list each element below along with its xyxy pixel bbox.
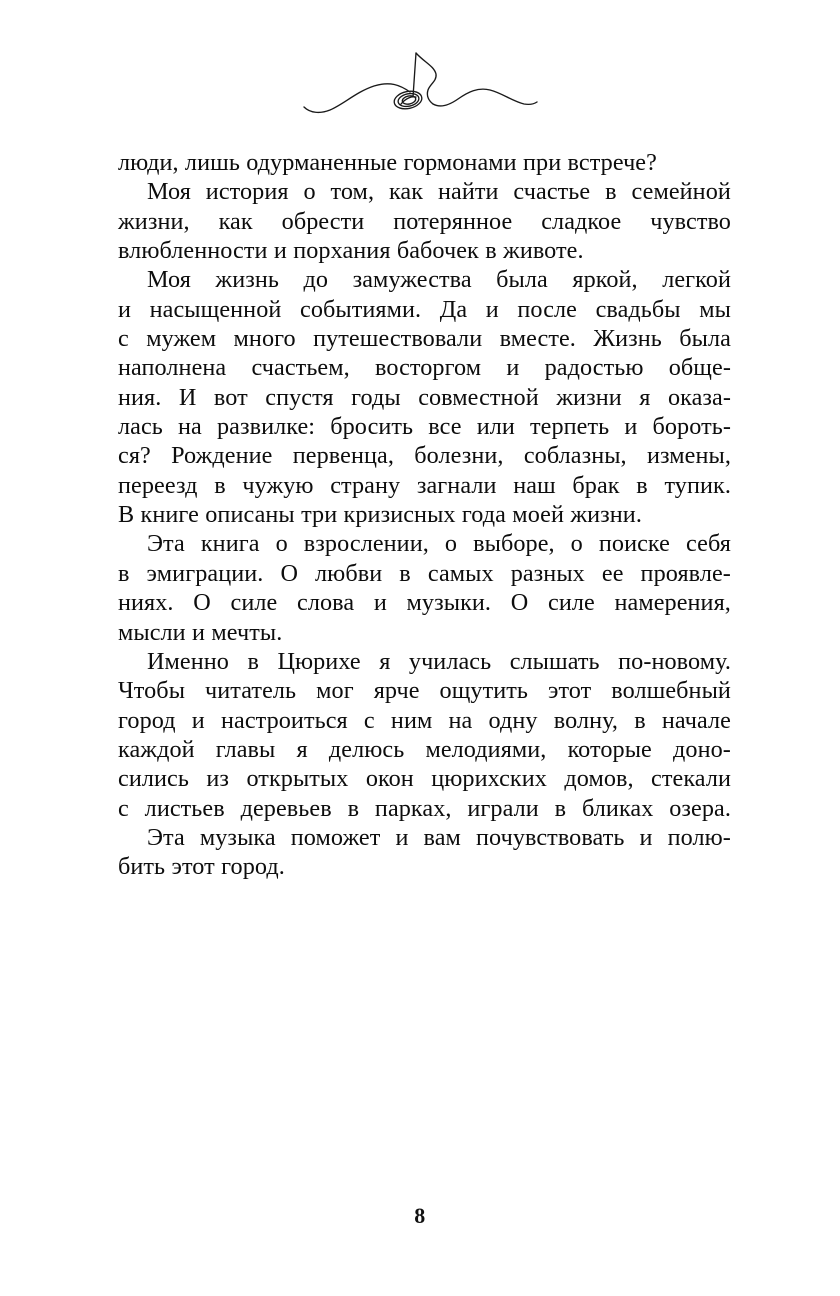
- text-word: страну: [330, 471, 401, 499]
- page-number: 8: [414, 1203, 426, 1228]
- text-word: музыка: [199, 823, 276, 851]
- text-word: одну: [488, 706, 538, 734]
- text-word: домов,: [564, 765, 634, 793]
- text-word: на: [448, 706, 473, 734]
- text-line: [118, 471, 731, 500]
- text-word: и: [395, 823, 409, 851]
- text-word: ния.: [118, 383, 162, 411]
- text-word: я: [639, 383, 651, 411]
- text-word: лась: [118, 413, 163, 441]
- text-word: событиями.: [300, 295, 422, 323]
- text-word: семейной: [631, 178, 731, 206]
- text-word: играли: [467, 794, 539, 822]
- text-line: [118, 794, 731, 823]
- text-word: жизни: [556, 383, 622, 411]
- text-word: все: [428, 413, 462, 441]
- text-word: восторгом: [375, 354, 482, 382]
- text-word: книга: [200, 530, 260, 558]
- text-word: с: [363, 706, 375, 734]
- text-word: бликах: [581, 794, 654, 822]
- text-word: была: [496, 266, 548, 294]
- text-word: и: [118, 295, 132, 323]
- text-word: о: [570, 530, 583, 558]
- text-word: слова: [297, 589, 355, 617]
- text-word: Моя: [147, 178, 191, 206]
- text-line: [118, 706, 731, 735]
- musical-note-flourish-icon: [300, 44, 540, 124]
- text-line: [118, 559, 731, 588]
- text-word: парках,: [374, 794, 452, 822]
- text-word: из: [206, 765, 230, 793]
- text-word: путешествовали: [313, 325, 483, 353]
- text-word: ся?: [118, 442, 151, 470]
- text-word: и: [191, 706, 205, 734]
- text-word: в: [399, 559, 411, 587]
- text-line: [118, 676, 731, 705]
- text-word: читатель: [205, 677, 297, 705]
- text-line: [118, 177, 731, 206]
- text-word: жизни,: [118, 207, 190, 235]
- text-word: и: [485, 295, 499, 323]
- text-word: легкой: [662, 266, 731, 294]
- text-line: влюбленности и порхания бабочек в животе.: [118, 237, 584, 265]
- text-word: радостью: [544, 354, 644, 382]
- text-word: замужества: [352, 266, 472, 294]
- text-line: [118, 383, 731, 412]
- text-word: ее: [601, 559, 624, 587]
- text-word: переезд: [118, 471, 198, 499]
- text-word: в: [634, 706, 646, 734]
- text-word: в: [347, 794, 360, 822]
- text-word: вот: [213, 383, 248, 411]
- text-word: силе: [230, 589, 278, 617]
- text-word: том,: [330, 178, 375, 206]
- text-word: счастьем,: [251, 354, 350, 382]
- text-word: Жизнь: [593, 325, 662, 353]
- text-word: делюсь: [328, 735, 405, 763]
- text-word: почувствовать: [476, 823, 625, 851]
- text-word: до: [303, 266, 329, 294]
- chapter-ornament: [0, 38, 840, 130]
- text-word: потерянное: [393, 207, 513, 235]
- text-word: начале: [661, 706, 731, 734]
- text-word: Цюрихе: [277, 647, 361, 675]
- text-word: любви: [315, 559, 383, 587]
- text-word: которые: [567, 735, 652, 763]
- text-word: доно-: [673, 735, 731, 763]
- text-word: обще-: [668, 354, 731, 382]
- text-line: [118, 823, 731, 852]
- text-word: с: [118, 794, 129, 822]
- text-word: насыщенной: [149, 295, 282, 323]
- text-word: с: [118, 325, 129, 353]
- text-word: развилке:: [216, 413, 316, 441]
- text-word: наш: [513, 471, 556, 499]
- text-word: ниях.: [118, 589, 174, 617]
- text-word: и: [639, 823, 653, 851]
- text-line: люди, лишь одурманенные гормонами при встрече?: [118, 149, 657, 176]
- text-word: Эта: [147, 823, 185, 851]
- text-word: как: [218, 207, 253, 235]
- text-word: измены,: [646, 442, 731, 470]
- text-word: слышать: [509, 647, 600, 675]
- text-word: музыки.: [406, 589, 492, 617]
- text-word: вместе.: [499, 325, 576, 353]
- text-word: О: [280, 559, 298, 587]
- text-word: в: [214, 471, 226, 499]
- text-word: или: [476, 413, 515, 441]
- text-line: [118, 735, 731, 764]
- text-word: в: [636, 471, 648, 499]
- text-word: загнали: [416, 471, 497, 499]
- text-line: [118, 295, 731, 324]
- text-word: ощутить: [439, 677, 529, 705]
- text-word: поможет: [290, 823, 381, 851]
- text-word: в: [118, 559, 130, 587]
- text-word: город: [118, 706, 176, 734]
- text-word: полю-: [667, 823, 731, 851]
- text-word: взрослении,: [303, 530, 429, 558]
- text-word: о: [444, 530, 458, 558]
- text-word: вам: [423, 823, 461, 851]
- text-word: себя: [686, 530, 731, 558]
- text-word: сладкое: [541, 207, 622, 235]
- text-word: как: [388, 178, 424, 206]
- text-word: ярче: [373, 677, 420, 705]
- text-word: в: [247, 647, 259, 675]
- text-word: училась: [408, 647, 492, 675]
- text-line: [118, 412, 731, 441]
- paragraph: [118, 529, 731, 646]
- text-line: [118, 647, 731, 676]
- text-word: мелодиями,: [425, 735, 547, 763]
- text-word: обрести: [281, 207, 365, 235]
- paragraph: [118, 823, 731, 882]
- text-line: мысли и мечты.: [118, 618, 283, 646]
- text-word: спустя: [265, 383, 334, 411]
- text-line: [118, 265, 731, 294]
- text-word: И: [178, 383, 197, 411]
- text-word: окон: [365, 765, 414, 793]
- text-word: яркой,: [572, 266, 638, 294]
- text-word: о: [303, 178, 316, 206]
- text-word: самых: [427, 559, 494, 587]
- text-word: в: [554, 794, 567, 822]
- text-word: на: [178, 413, 202, 441]
- text-word: соблазны,: [523, 442, 627, 470]
- text-word: мог: [316, 677, 354, 705]
- text-word: силе: [548, 589, 595, 617]
- text-word: О: [510, 589, 529, 617]
- text-word: о: [275, 530, 288, 558]
- text-word: О: [193, 589, 211, 617]
- text-word: деревьев: [240, 794, 332, 822]
- text-word: в: [605, 178, 617, 206]
- text-word: Рождение: [171, 442, 273, 470]
- paragraph: [118, 177, 731, 265]
- text-word: годы: [351, 383, 401, 411]
- text-word: первенца,: [292, 442, 394, 470]
- paragraph: [118, 647, 731, 823]
- text-word: свадьбы: [595, 295, 681, 323]
- text-line: [118, 324, 731, 353]
- text-word: волшебный: [611, 677, 731, 705]
- text-word: стекали: [651, 765, 731, 793]
- text-word: мужем: [146, 325, 217, 353]
- text-word: я: [296, 735, 308, 763]
- text-word: терпеть: [530, 413, 610, 441]
- text-word: Да: [439, 295, 468, 323]
- page-text-block: [118, 148, 731, 882]
- text-word: проявле-: [640, 559, 731, 587]
- text-word: болезни,: [414, 442, 504, 470]
- text-line: [118, 588, 731, 617]
- text-word: найти: [437, 178, 499, 206]
- text-word: эмиграции.: [146, 559, 264, 587]
- text-line: [118, 353, 731, 382]
- text-word: бросить: [330, 413, 414, 441]
- text-line: [118, 764, 731, 793]
- text-word: поиске: [598, 530, 670, 558]
- text-word: выборе,: [473, 530, 555, 558]
- text-word: чужую: [242, 471, 314, 499]
- text-word: и: [373, 589, 387, 617]
- text-word: счастье: [513, 178, 591, 206]
- text-word: брак: [572, 471, 620, 499]
- text-word: Именно: [147, 647, 229, 675]
- text-word: мы: [699, 295, 731, 323]
- text-word: история: [205, 178, 289, 206]
- text-word: и: [624, 413, 638, 441]
- text-word: разных: [510, 559, 585, 587]
- text-word: листьев: [144, 794, 225, 822]
- paragraph: [118, 265, 731, 529]
- text-word: этот: [548, 677, 592, 705]
- text-word: озера.: [669, 794, 731, 822]
- text-word: сились: [118, 765, 189, 793]
- text-word: цюрихских: [431, 765, 547, 793]
- text-line: [118, 441, 731, 470]
- text-word: была: [679, 325, 731, 353]
- text-word: настроиться: [220, 706, 348, 734]
- text-line: бить этот город.: [118, 853, 285, 881]
- text-word: главы: [215, 735, 276, 763]
- text-word: Эта: [147, 530, 185, 558]
- text-word: и: [506, 354, 520, 382]
- text-word: по-новому.: [618, 647, 731, 675]
- text-word: ним: [390, 706, 433, 734]
- text-word: бороть-: [652, 413, 731, 441]
- text-word: открытых: [246, 765, 349, 793]
- text-word: намерения,: [614, 589, 731, 617]
- text-word: тупик.: [664, 471, 731, 499]
- text-word: совместной: [418, 383, 539, 411]
- paragraph: [118, 148, 731, 177]
- text-word: много: [233, 325, 296, 353]
- text-word: Моя: [147, 266, 191, 294]
- text-word: после: [517, 295, 577, 323]
- text-word: оказа-: [667, 383, 731, 411]
- text-line: [118, 529, 731, 558]
- text-line: [118, 207, 731, 236]
- text-word: волну,: [553, 706, 619, 734]
- text-word: я: [379, 647, 391, 675]
- text-word: чувство: [650, 207, 731, 235]
- text-word: Чтобы: [118, 677, 186, 705]
- text-word: жизнь: [215, 266, 280, 294]
- text-word: наполнена: [118, 354, 227, 382]
- text-line: В книге описаны три кризисных года моей жизни.: [118, 501, 642, 529]
- text-word: каждой: [118, 735, 195, 763]
